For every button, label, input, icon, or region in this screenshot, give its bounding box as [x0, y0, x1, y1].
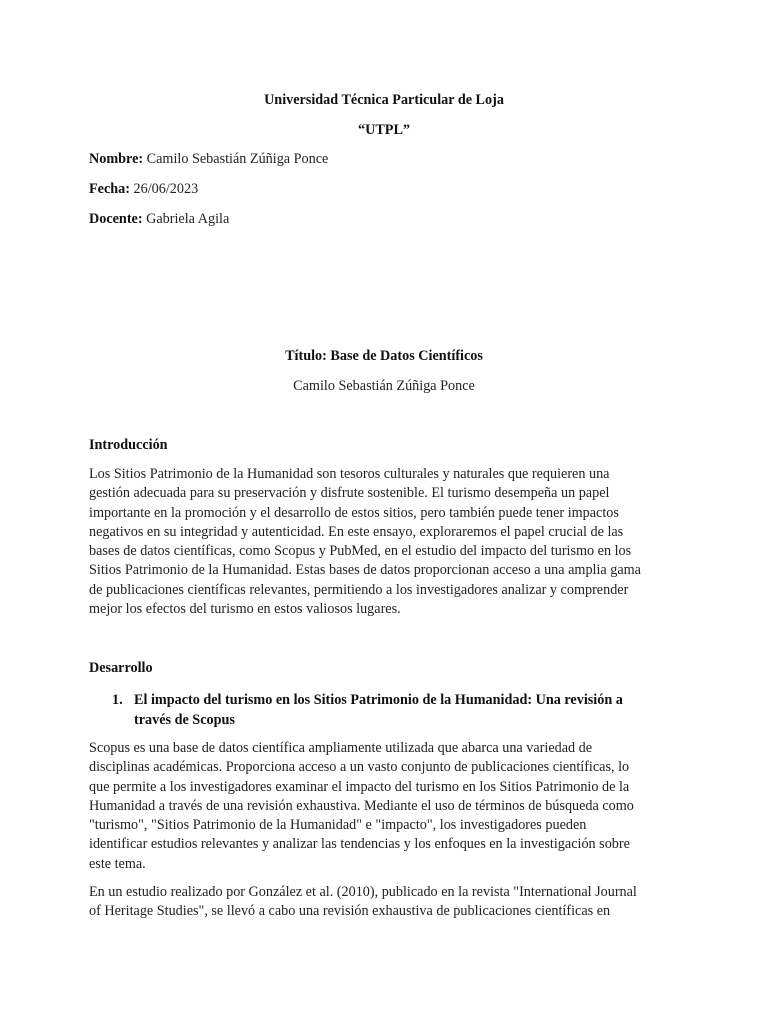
intro-paragraph	[89, 465, 689, 619]
name-value: Camilo Sebastián Zúñiga Ponce	[143, 151, 329, 167]
paragraph-line: que permite a los investigadores examinar el impacto del turismo en los Sitios Patrimonio de la	[89, 778, 630, 795]
date-line	[89, 181, 198, 198]
paragraph-line: importante en la promoción y el desarrollo de estos sitios, pero también puede tener impactos	[89, 504, 619, 521]
paragraph-line: "turismo", "Sitios Patrimonio de la Humanidad" e "impacto", los investigadores pueden	[89, 817, 587, 834]
scopus-paragraph	[89, 739, 689, 874]
development-heading: Desarrollo	[89, 660, 153, 676]
list-item-line: través de Scopus	[134, 711, 235, 728]
list-item-line: El impacto del turismo en los Sitios Patrimonio de la Humanidad: Una revisión a	[134, 692, 623, 708]
paragraph-line: este tema.	[89, 855, 146, 872]
intro-heading: Introducción	[89, 437, 168, 453]
name-label: Nombre:	[89, 151, 144, 167]
list-item-heading	[134, 691, 623, 730]
paragraph-line: Los Sitios Patrimonio de la Humanidad son tesoros culturales y naturales que requieren una	[89, 466, 610, 482]
paragraph-line: identificar estudios relevantes y analizar las tendencias y los enfoques en la investigación sobre	[89, 836, 630, 853]
university-name: Universidad Técnica Particular de Loja	[264, 92, 504, 108]
paragraph-line: bases de datos científicas, como Scopus y PubMed, en el estudio del impacto del turismo en los	[89, 543, 632, 560]
paragraph-line: Humanidad a través de una revisión exhaustiva. Mediante el uso de términos de búsqueda como	[89, 797, 634, 814]
paragraph-line: disciplinas académicas. Proporciona acceso a un vasto conjunto de publicaciones científicas, lo	[89, 759, 630, 776]
study-paragraph	[89, 883, 689, 922]
teacher-line	[89, 211, 229, 228]
paragraph-line: of Heritage Studies", se llevó a cabo una revisión exhaustiva de publicaciones científicas en	[89, 903, 611, 920]
paragraph-line: Sitios Patrimonio de la Humanidad. Estas bases de datos proporcionan acceso a una amplia gama	[89, 562, 641, 579]
university-acronym: “UTPL”	[357, 122, 411, 138]
paragraph-line: negativos en su integridad y autenticidad. En este ensayo, exploraremos el papel crucial de las	[89, 523, 624, 540]
teacher-label: Docente:	[89, 211, 143, 227]
teacher-value: Gabriela Agila	[142, 211, 230, 227]
list-number: 1.	[112, 692, 123, 708]
paragraph-line: Scopus es una base de datos científica ampliamente utilizada que abarca una variedad de	[89, 740, 593, 756]
paragraph-line: mejor los efectos del turismo en estos valiosos lugares.	[89, 601, 401, 618]
date-label: Fecha:	[89, 181, 130, 197]
document-author: Camilo Sebastián Zúñiga Ponce	[293, 378, 475, 394]
paragraph-line: gestión adecuada para su preservación y disfrute sostenible. El turismo desempeña un papel	[89, 485, 610, 502]
name-line	[89, 151, 328, 168]
document-title: Título: Base de Datos Científicos	[285, 348, 483, 364]
paragraph-line: de publicaciones científicas relevantes, permitiendo a los investigadores analizar y comprender	[89, 581, 629, 598]
date-value: 26/06/2023	[129, 181, 199, 197]
paragraph-line: En un estudio realizado por González et al. (2010), publicado en la revista "International Journal	[89, 884, 637, 900]
